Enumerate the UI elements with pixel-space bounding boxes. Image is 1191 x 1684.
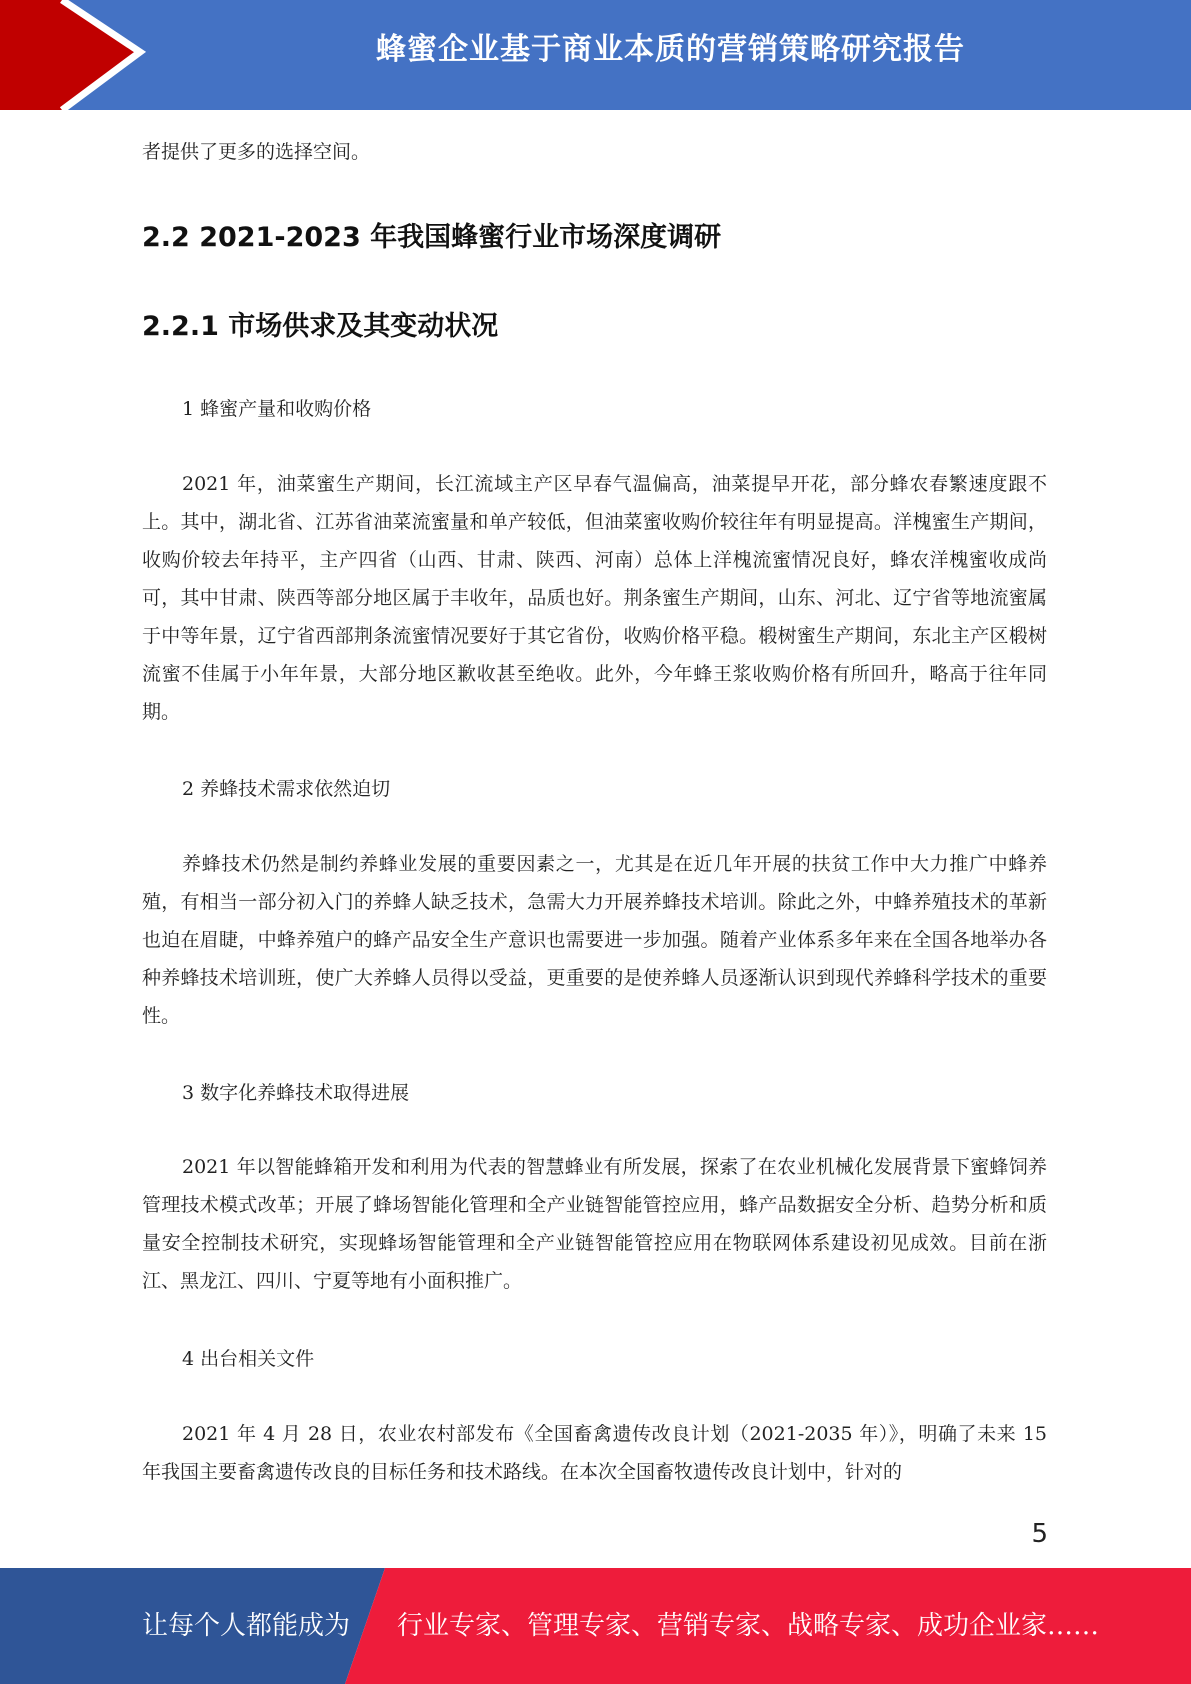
item-paragraph-1: 2021 年，油菜蜜生产期间，长江流域主产区早春气温偏高，油菜提早开花，部分蜂农春繁速度跟不上。其中，湖北省、江苏省油菜流蜜量和单产较低，但油菜蜜收购价较往年有明显提高。洋槐蜜生产期间，收购价较去年持平，主产四省（山西、甘肃、陕西、河南）总体上洋槐流蜜情况良好，蜂农洋槐蜜收成尚可，其中甘肃、陕西等部分地区属于丰收年，品质也好。荆条蜜生产期间，山东、河北、辽宁省等地流蜜属于中等年景，辽宁省西部荆条流蜜情况要好于其它省份，收购价格平稳。椴树蜜生产期间，东北主产区椴树流蜜不佳属于小年年景，大部分地区歉收甚至绝收。此外，今年蜂王浆收购价格有所回升，略高于往年同期。 [142, 473, 1047, 723]
section-heading: 2.2 2021-2023 年我国蜂蜜行业市场深度调研 [142, 222, 722, 253]
item-title-4: 4 出台相关文件 [182, 1348, 315, 1370]
continuation-paragraph: 者提供了更多的选择空间。 [142, 141, 371, 163]
item-title-1: 1 蜂蜜产量和收购价格 [182, 398, 372, 420]
item-paragraph-2: 养蜂技术仍然是制约养蜂业发展的重要因素之一，尤其是在近几年开展的扶贫工作中大力推广中蜂养殖，有相当一部分初入门的养蜂人缺乏技术，急需大力开展养蜂技术培训。除此之外，中蜂养殖技术的革新也迫在眉睫，中蜂养殖户的蜂产品安全生产意识也需要进一步加强。随着产业体系多年来在全国各地举办各种养蜂技术培训班，使广大养蜂人员得以受益，更重要的是使养蜂人员逐渐认识到现代养蜂科学技术的重要性。 [142, 853, 1047, 1027]
footer-slogan-left: 让每个人都能成为 [142, 1611, 351, 1641]
item-paragraph-4: 2021 年 4 月 28 日，农业农村部发布《全国畜禽遗传改良计划（2021-2035 年）》，明确了未来 15 年我国主要畜禽遗传改良的目标任务和技术路线。在本次全国畜牧遗传改良计划中，针对的 [142, 1423, 1047, 1483]
subsection-heading: 2.2.1 市场供求及其变动状况 [142, 311, 499, 342]
item-title-3: 3 数字化养蜂技术取得进展 [182, 1082, 410, 1104]
page-number: 5 [1031, 1519, 1048, 1549]
page-header [0, 0, 1191, 110]
item-title-2: 2 养蜂技术需求依然迫切 [182, 778, 391, 800]
header-arrow-decoration [0, 0, 150, 110]
page-footer [0, 1568, 1191, 1684]
report-title: 蜂蜜企业基于商业本质的营销策略研究报告 [376, 32, 965, 67]
footer-slogan-right: 行业专家、管理专家、营销专家、战略专家、成功企业家…… [397, 1611, 1100, 1641]
item-paragraph-3: 2021 年以智能蜂箱开发和利用为代表的智慧蜂业有所发展，探索了在农业机械化发展背景下蜜蜂饲养管理技术模式改革；开展了蜂场智能化管理和全产业链智能管控应用，蜂产品数据安全分析、趋势分析和质量安全控制技术研究，实现蜂场智能管理和全产业链智能管控应用在物联网体系建设初见成效。目前在浙江、黑龙江、四川、宁夏等地有小面积推广。 [142, 1156, 1047, 1292]
